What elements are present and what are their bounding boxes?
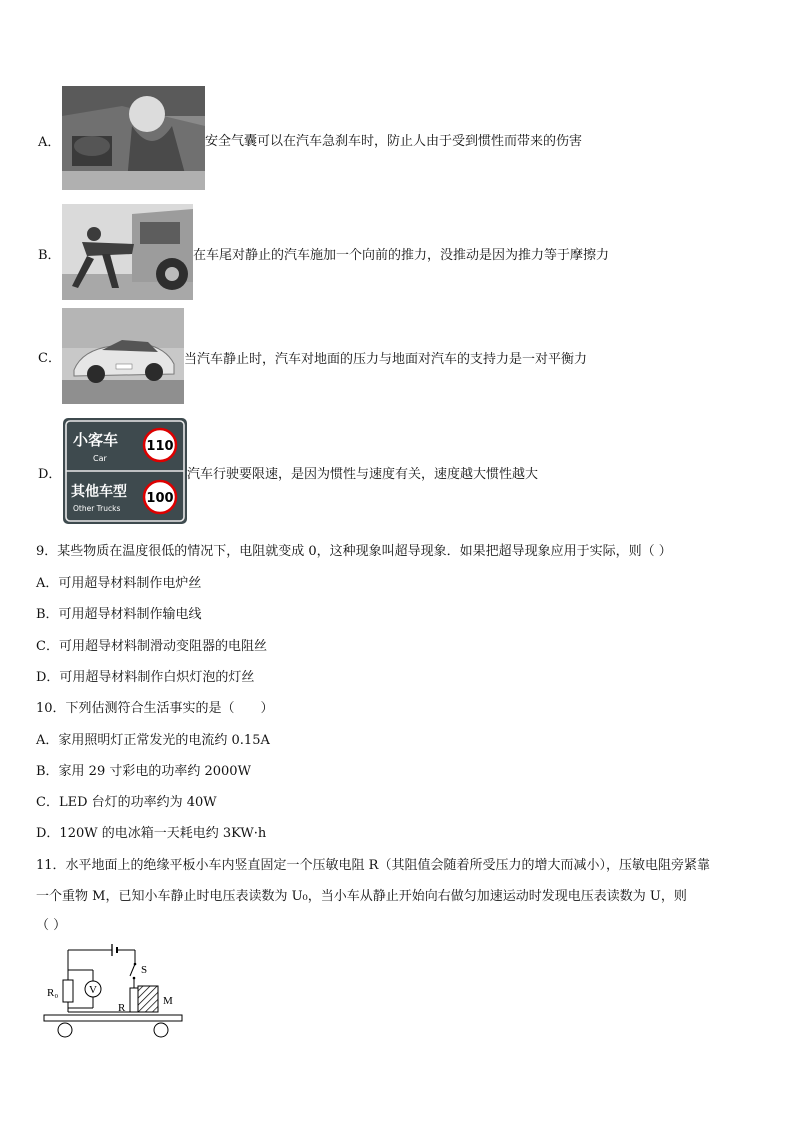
weight-m — [138, 986, 158, 1012]
option-b-letter: B． — [38, 248, 61, 263]
sign-car-cn: 小客车 — [73, 431, 119, 449]
circuit-diagram — [42, 938, 187, 1038]
q9-option-c: C．可用超导材料制滑动变阻器的电阻丝 — [36, 639, 267, 654]
cart-platform — [44, 1015, 182, 1021]
cart-wheel-right — [154, 1023, 168, 1037]
option-c-letter: C． — [38, 351, 61, 366]
q11-line-2: 一个重物 M，已知小车静止时电压表读数为 U₀，当小车从静止开始向右做匀加速运动时发现电压表读数为 U，则 — [36, 889, 687, 904]
label-v: V — [89, 984, 97, 996]
q9-stem: 9．某些物质在温度很低的情况下，电阻就变成 0，这种现象叫超导现象．如果把超导现象应用于实际，则（ ） — [36, 544, 672, 559]
pressure-resistor-r — [130, 988, 138, 1012]
option-a-letter: A． — [38, 135, 61, 150]
option-d-text: 汽车行驶要限速，是因为惯性与速度有关，速度越大惯性越大 — [187, 467, 539, 482]
option-c-text: 当汽车静止时，汽车对地面的压力与地面对汽车的支持力是一对平衡力 — [184, 352, 588, 367]
q11-line-1: 11．水平地面上的绝缘平板小车内竖直固定一个压敏电阻 R（其阻值会随着所受压力的增大而减小），压敏电阻旁紧靠 — [36, 858, 710, 873]
sports-car-photo — [62, 308, 184, 404]
pushing-car-photo — [62, 204, 193, 300]
switch-s — [130, 964, 135, 976]
q10-stem: 10．下列估测符合生活事实的是（ ） — [36, 701, 274, 716]
label-r0: R₀ — [47, 987, 59, 999]
sign-other-en: Other Trucks — [73, 504, 121, 513]
q9-option-d: D．可用超导材料制作白炽灯泡的灯丝 — [36, 670, 255, 685]
option-d-letter: D． — [38, 467, 62, 482]
q10-option-a: A．家用照明灯正常发光的电流约 0.15A — [36, 733, 270, 748]
q10-option-b: B．家用 29 寸彩电的功率约 2000W — [36, 764, 251, 779]
speed-100: 100 — [146, 491, 174, 506]
label-s: S — [141, 964, 148, 976]
q11-line-3: （ ） — [36, 918, 67, 933]
q9-option-b: B．可用超导材料制作输电线 — [36, 607, 202, 622]
q9-option-a: A．可用超导材料制作电炉丝 — [36, 576, 202, 591]
airbag-photo — [62, 86, 205, 190]
q10-option-c: C．LED 台灯的功率约为 40W — [36, 795, 217, 810]
resistor-r0 — [63, 980, 73, 1002]
cart-wheel-left — [58, 1023, 72, 1037]
label-m: M — [163, 995, 173, 1007]
sign-car-en: Car — [93, 454, 107, 463]
label-r: R — [118, 1002, 126, 1014]
q10-option-d: D．120W 的电冰箱一天耗电约 3KW·h — [36, 826, 267, 841]
sign-other-cn: 其他车型 — [71, 484, 127, 500]
speed-limit-sign — [63, 418, 187, 524]
speed-110: 110 — [146, 439, 174, 454]
option-a-text: 安全气囊可以在汽车急刹车时，防止人由于受到惯性而带来的伤害 — [205, 134, 583, 149]
option-b-text: 在车尾对静止的汽车施加一个向前的推力，没推动是因为推力等于摩擦力 — [193, 248, 610, 263]
